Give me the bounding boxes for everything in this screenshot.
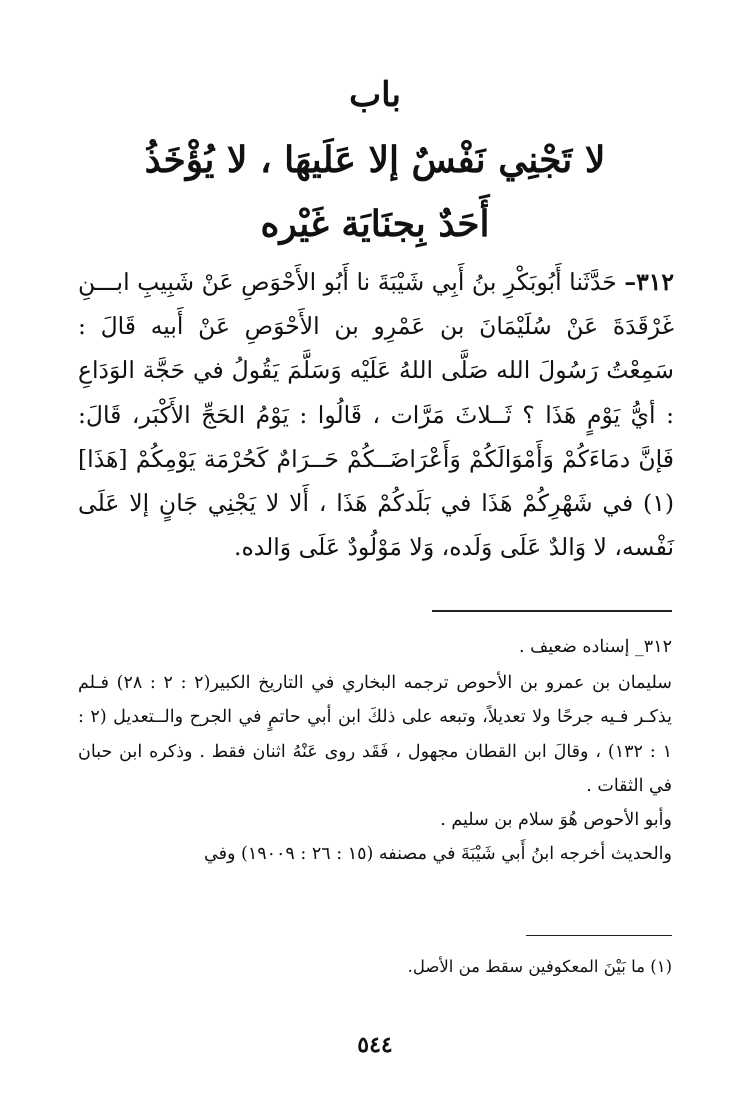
footnote: (١) ما بَيْنَ المعكوفين سقط من الأصل. bbox=[407, 957, 672, 976]
notes-paragraph-1: سليمان بن عمرو بن الأحوص ترجمه البخاري في التاريخ الكبير(٢ : ٢ : ٢٨) فـلم يذكـر فـيه جرحًا ولا تعديلاً، وتبعه على ذلكَ ابن أبي حاتمٍ في الجرح والــتعديل (٢ : ١ : ١٣٢) ، وقالَ ابن القطان مجهول ، فَقَد روى عَنْهُ اثنان فقط . وذكره ابن حبان في الثقات . bbox=[78, 673, 672, 796]
section-divider bbox=[432, 610, 672, 612]
footnote-divider bbox=[526, 935, 672, 936]
chapter-label: باب bbox=[349, 75, 401, 115]
chapter-title-line-2: أَحَدٌ بِجنَايَة غَيْره bbox=[260, 203, 490, 245]
commentary-notes bbox=[78, 630, 672, 871]
hadith-text-block bbox=[78, 260, 674, 569]
page-number: ٥٤٤ bbox=[357, 1032, 393, 1058]
chapter-title bbox=[60, 128, 690, 256]
hadith-number: ٣١٢– bbox=[624, 268, 674, 296]
notes-paragraph-2: وأبو الأحوص هُوَ سلام بن سليم . bbox=[440, 810, 672, 831]
notes-paragraph-3: والحديث أخرجه ابنُ أَبي شَيْبَةَ في مصنفه (١٥ : ٢٦ : ١٩٠٠٩) وفي bbox=[204, 844, 672, 865]
chapter-title-line-1: لا تَجْنِي نَفْسٌ إلا عَلَيهَا ، لا يُؤْخَذُ bbox=[144, 139, 606, 181]
hadith-body: حَدَّثَنا أَبُوبَكْرِ بنُ أَبِي شَيْبَةَ نا أَبُو الأَحْوَصِ عَنْ شَبِيبِ ابـــنِ غَرْقَدَةَ عَنْ سُلَيْمَانَ بن عَمْرِو بن الأَحْوَصِ عَنْ أَبيه قَالَ : سَمِعْتُ رَسُولَ الله صَلَّى اللهُ عَلَيْه وَسَلَّمَ يَقُولُ في حَجَّة الوَدَاعِ : أيُّ يَوْمٍ هَذَا ؟ ثَــلاثَ مَرَّات ، قَالُوا : يَوْمُ الحَجِّ الأَكْبَر، قَالَ: فَإنَّ دمَاءَكُمْ وَأَمْوَالَكُمْ وَأَعْرَاضَــكُمْ حَــرَامٌ كَحُرْمَة يَوْمِكُمْ [هَذَا](١) في شَهْرِكُمْ هَذَا في بَلَدكُمْ هَذَا ، أَلا لا يَجْنِي جَانٍ إلا عَلَى نَفْسه، لا وَالدٌ عَلَى وَلَده، وَلا مَوْلُودٌ عَلَى وَالده. bbox=[78, 268, 674, 562]
notes-title: ٣١٢_ إسناده ضعيف . bbox=[518, 637, 672, 657]
